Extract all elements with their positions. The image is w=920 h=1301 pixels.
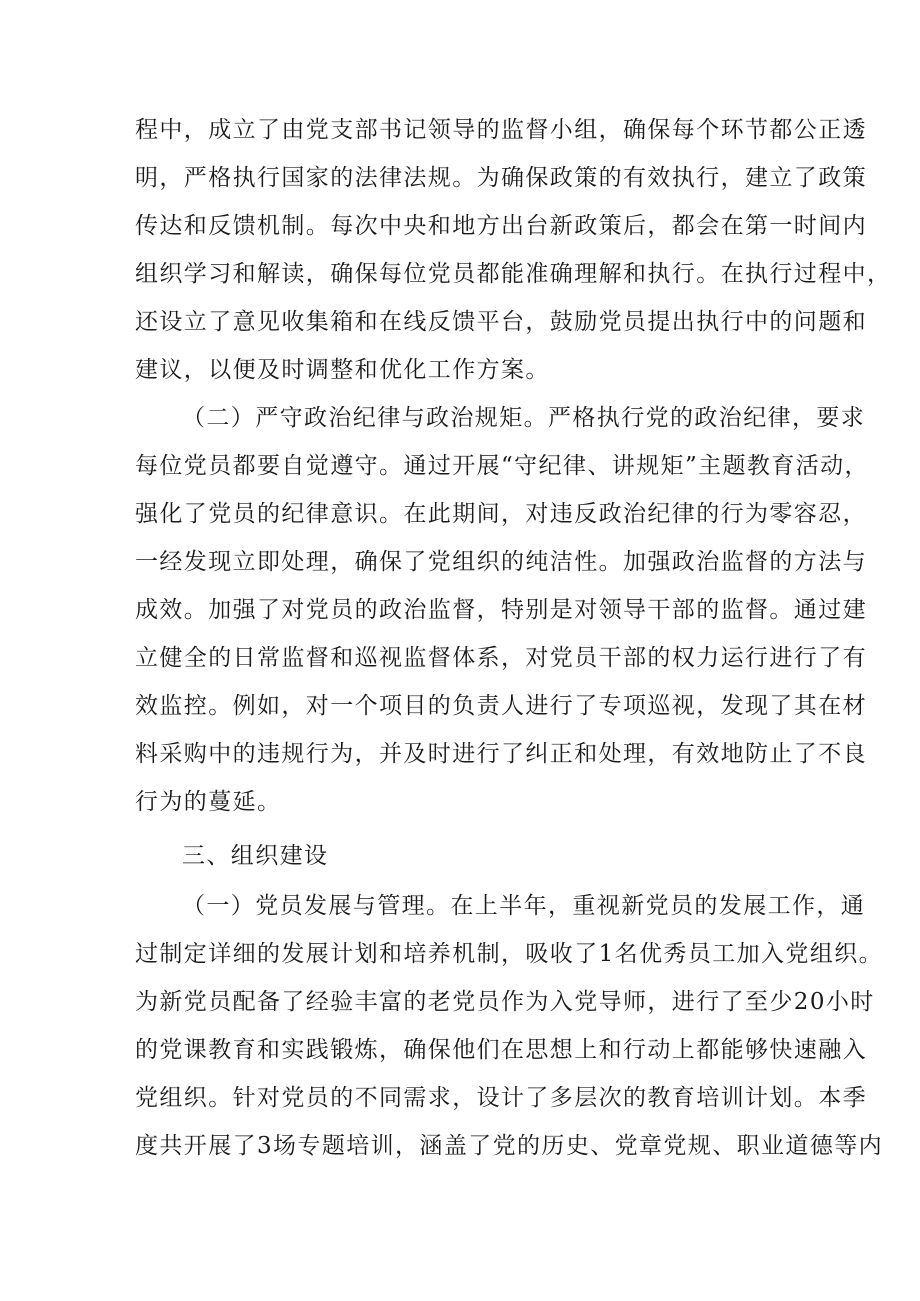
paragraph-line: 程中，成立了由党支部书记领导的监督小组，确保每个环节都公正透: [135, 117, 867, 143]
paragraph-line: （一）党员发展与管理。在上半年，重视新党员的发展工作，通: [182, 893, 866, 919]
paragraph-line: （二）严守政治纪律与政治规矩。严格执行党的政治纪律，要求: [182, 405, 866, 431]
paragraph-line: 成效。加强了对党员的政治监督，特别是对领导干部的监督。通过建: [135, 597, 867, 623]
paragraph-line: 党组织。针对党员的不同需求，设计了多层次的教育培训计划。本季: [135, 1085, 867, 1111]
paragraph-line: 度共开展了3场专题培训，涵盖了党的历史、党章党规、职业道德等内: [135, 1133, 884, 1159]
paragraph-line: 料采购中的违规行为，并及时进行了纠正和处理，有效地防止了不良: [135, 741, 867, 767]
paragraph-line: 立健全的日常监督和巡视监督体系，对党员干部的权力运行进行了有: [135, 645, 867, 671]
paragraph-line: 建议，以便及时调整和优化工作方案。: [135, 357, 550, 383]
paragraph-line: 效监控。例如，对一个项目的负责人进行了专项巡视，发现了其在材: [135, 693, 867, 719]
paragraph-line: 组织学习和解读，确保每位党员都能准确理解和执行。在执行过程中，: [135, 261, 892, 287]
paragraph-line: 为新党员配备了经验丰富的老党员作为入党导师，进行了至少20小时: [135, 989, 875, 1015]
section-heading: 三、组织建设: [182, 843, 329, 869]
paragraph-line: 每位党员都要自觉遵守。通过开展“守纪律、讲规矩”主题教育活动，: [135, 453, 869, 479]
paragraph-line: 过制定详细的发展计划和培养机制，吸收了1名优秀员工加入党组织。: [135, 941, 884, 967]
paragraph-line: 的党课教育和实践锻炼，确保他们在思想上和行动上都能够快速融入: [135, 1037, 867, 1063]
paragraph-line: 还设立了意见收集箱和在线反馈平台，鼓励党员提出执行中的问题和: [135, 309, 867, 335]
paragraph-line: 强化了党员的纪律意识。在此期间，对违反政治纪律的行为零容忍，: [135, 501, 867, 527]
paragraph-line: 一经发现立即处理，确保了党组织的纯洁性。加强政治监督的方法与: [135, 549, 867, 575]
paragraph-line: 行为的蔓延。: [135, 789, 282, 815]
paragraph-line: 明，严格执行国家的法律法规。为确保政策的有效执行，建立了政策: [135, 165, 867, 191]
paragraph-line: 传达和反馈机制。每次中央和地方出台新政策后，都会在第一时间内: [135, 213, 867, 239]
